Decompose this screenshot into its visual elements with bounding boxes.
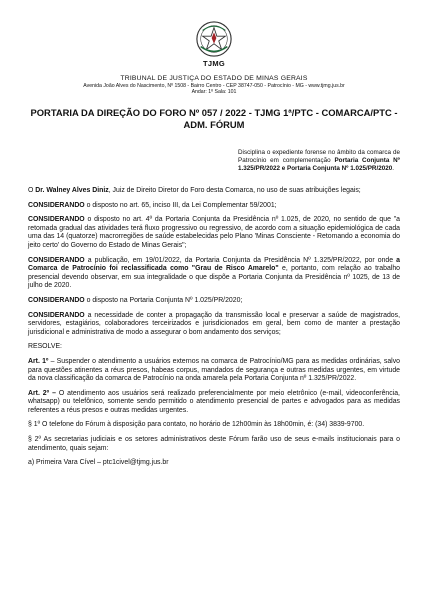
section-paragraph: § 2º As secretarias judiciais e os setores administrativos deste Fórum farão uso de seus e-mails institucionais para o atendimento, quais sejam: — [28, 436, 400, 452]
considerando-text: o disposto no art. 65, inciso III, da Lei Complementar 59/2001; — [84, 201, 277, 209]
considerando-label: CONSIDERANDO — [28, 311, 85, 319]
considerando-tail: e, portanto, com relação ao trabalho presencial devendo observar, em sua integralidade o que dispõe a Portaria Conjunta da Presidência nº 1025, de 13 de julho de 2020. — [28, 265, 400, 290]
considerando-paragraph — [28, 257, 400, 291]
document-title: PORTARIA DA DIREÇÃO DO FORO Nº 057 / 2022 - TJMG 1ª/PTC - COMARCA/PTC - ADM. FÓRUM — [30, 107, 398, 130]
tjmg-seal-icon — [195, 20, 233, 58]
judge-name: Dr. Walney Alves Diniz — [35, 187, 109, 194]
intro-paragraph — [28, 187, 400, 196]
intro-pre: O — [28, 187, 36, 194]
ementa-text: Disciplina o expediente forense no âmbito da comarca de Patrocínio em complementação — [238, 149, 400, 164]
considerando-label: CONSIDERANDO — [28, 296, 85, 304]
article-label: Art. 2º – — [28, 389, 56, 397]
org-short-name: TJMG — [202, 59, 226, 68]
considerando-label: CONSIDERANDO — [28, 201, 85, 209]
considerando-text: a necessidade de conter a propagação da transmissão local e preservar a saúde de magistrados, servidores, estagiários, colaboradores terceirizados e jurisdicionados em geral, bem como de manter a prestação jurisdicional e administrativa de modo a assegurar o bom andamento dos serviços; — [28, 311, 400, 336]
resolve-heading: RESOLVE: — [28, 343, 62, 351]
considerando-label: CONSIDERANDO — [28, 216, 85, 224]
ementa — [238, 149, 400, 173]
article-paragraph — [28, 390, 400, 416]
list-item: a) Primeira Vara Cível – ptc1civel@tjmg.jus.br — [28, 459, 169, 467]
considerando-paragraph — [28, 312, 400, 338]
considerando-label: CONSIDERANDO — [28, 256, 85, 264]
considerando-paragraph — [28, 297, 400, 306]
document-header — [28, 0, 400, 95]
considerando-paragraph — [28, 216, 400, 250]
considerando-text: o disposto no art. 4º da Portaria Conjunta da Presidência nº 1.025, de 2020, no sentido de que "a retomada gradual das atividades terá fluxo progressivo ou regressivo, de acordo com a situação epidemiológica de cada uma das 14 (quatorze) macrorregiões de saúde estabelecidas pelo Plano 'Minas Consciente - Retomando a economia do jeito certo' do Governo do Estado de Minas Gerais"; — [28, 216, 400, 249]
floor-line: Andar: 1º Sala: 101 — [191, 89, 237, 95]
article-text: O atendimento aos usuários será realizado preferencialmente por meio eletrônico (e-mail, videoconferência, whatsapp) ou telefônico, somente sendo permitido o atendimento presencial de partes e advogados para as medidas referentes a réus presos e outras medidas urgentes. — [28, 389, 400, 414]
address-line: Avenida João Alves do Nascimento, Nº 1508 - Bairro Centro - CEP 38747-050 - Patrocínio - MG - www.tjmg.jus.br — [83, 83, 345, 89]
considerando-paragraph — [28, 202, 400, 211]
tribunal-name: TRIBUNAL DE JUSTIÇA DO ESTADO DE MINAS GERAIS — [120, 75, 308, 82]
ementa-end: . — [392, 165, 394, 172]
ementa-bold: Portaria Conjunta Nº 1.325/PR/2022 e Portaria Conjunta Nº 1.025/PR/2020 — [238, 157, 400, 172]
considerando-bold: a Comarca de Patrocínio foi reclassificada como "Grau de Risco Amarelo" — [28, 256, 400, 273]
article-paragraph — [28, 358, 400, 384]
considerando-text: a publicação, em 19/01/2022, da Portaria Conjunta da Presidência Nº 1.325/PR/2022, por onde — [84, 256, 397, 264]
article-label: Art. 1º — [28, 357, 49, 365]
document-body — [28, 187, 400, 468]
article-text: – Suspender o atendimento a usuários externos na comarca de Patrocínio/MG para as medidas ordinárias, salvo para questões atinentes a réus presos, habeas corpus, mandados de segurança e outras medidas urgentes, em virtude da nova classificação da comarca de Patrocínio na onda amarela pela Portaria Conjunta nº 1.325/PR/2022. — [28, 357, 400, 383]
intro-post: , Juiz de Direito Diretor do Foro desta Comarca, no uso de suas atribuições legais; — [108, 187, 361, 194]
section-paragraph: § 1º O telefone do Fórum à disposição para contato, no horário de 12h00min às 18h00min, é: (34) 3839-9700. — [28, 421, 365, 429]
considerando-text: o disposto na Portaria Conjunta Nº 1.025/PR/2020; — [84, 296, 243, 304]
